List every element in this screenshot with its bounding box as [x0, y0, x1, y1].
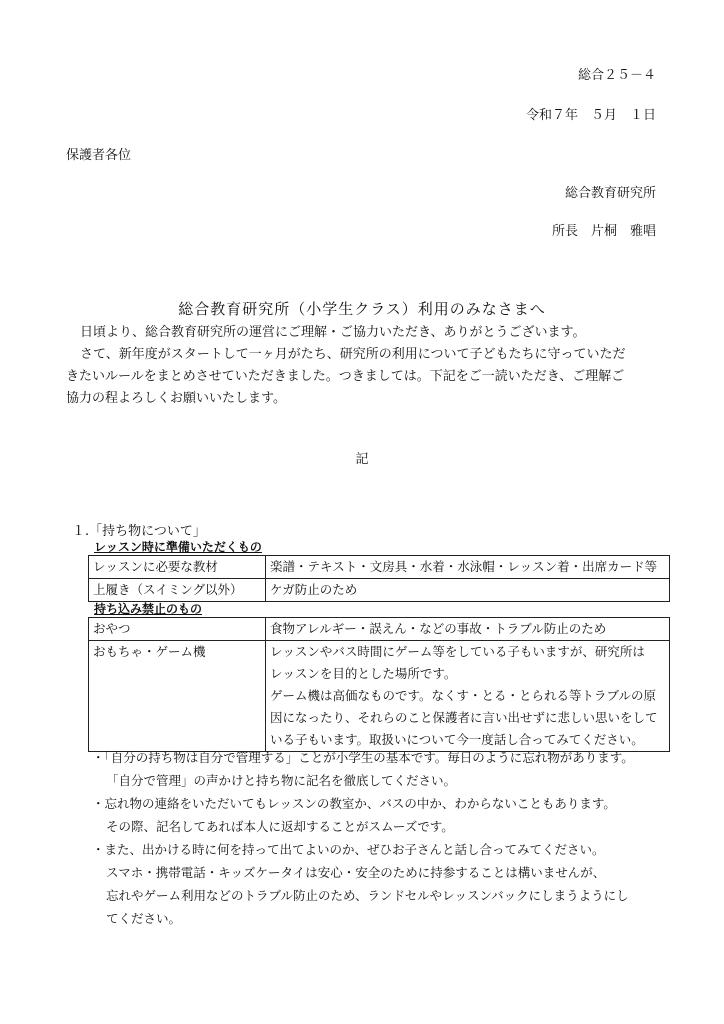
cell-line: レッスンやバス時間にゲーム等をしている子もいますが、研究所は — [270, 644, 645, 659]
table-cell: 食物アレルギー・誤えん・などの事故・トラブル防止のため — [266, 618, 670, 641]
recipient: 保護者各位 — [66, 148, 132, 163]
note-line: ・また、出かける時に何を持って出てよいのか、ぜひお子さんと話し合ってみてください。 — [92, 842, 605, 857]
doc-date: 令和７年 ５月 １日 — [525, 108, 656, 123]
table-cell: おもちゃ・ゲーム機 — [89, 641, 266, 752]
table-row — [89, 579, 670, 602]
notes-list — [92, 746, 692, 930]
prohibited-label: 持ち込み禁止のもの — [94, 602, 203, 616]
table-row — [89, 618, 670, 641]
note-line: てください。 — [106, 911, 182, 926]
note-line: その際、記名してあれば本人に返却することがスムーズです。 — [106, 819, 454, 834]
intro-line: 協力の程よろしくお願いいたします。 — [66, 391, 286, 406]
intro-line: 日頃より、総合教育研究所の運営にご理解・ご協力いただき、ありがとうございます。 — [80, 325, 586, 340]
note-line: スマホ・携帯電話・キッズケータイは安心・安全のために持参することは構いませんが、 — [106, 865, 606, 880]
note-line: ・忘れ物の連絡をいただいてもレッスンの教室か、バスの中か、わからないこともあります。 — [92, 796, 616, 811]
note-line: 忘れやゲーム利用などのトラブル防止のため、ランドセルやレッスンバックにしまうようにし — [106, 888, 629, 903]
ki-heading: 記 — [355, 452, 369, 467]
prepare-label: レッスン時に準備いただくもの — [94, 540, 262, 554]
table-row — [89, 641, 670, 752]
note-line: ・「自分の持ち物は自分で管理する」ことが小学生の基本です。毎日のように忘れ物があります。 — [92, 750, 634, 765]
table-cell: 楽譜・テキスト・文房具・水着・水泳帽・レッスン着・出席カード等 — [266, 556, 670, 579]
table-cell: 上履き（スイミング以外） — [89, 579, 266, 602]
cell-line: ゲーム機は高価なものです。なくす・とる・とられる等トラブルの原 — [270, 688, 657, 703]
organization: 総合教育研究所 — [564, 186, 656, 201]
intro-paragraph — [66, 322, 666, 410]
cell-line: レッスンを目的とした場所です。 — [270, 666, 457, 681]
table-cell: ケガ防止のため — [266, 579, 670, 602]
cell-line: 因になったり、それらのこと保護者に言い出せずに悲しい思いをして — [270, 710, 658, 725]
intro-line: きたいルールをまとめさせていただきました。つきましては。下記をご一読いただき、ご理解ご — [66, 369, 625, 384]
prepare-table — [88, 555, 670, 602]
table-cell: おやつ — [89, 618, 266, 641]
note-line: 「自分で管理」の声かけと持ち物に記名を徹底してください。 — [106, 773, 457, 788]
table-row — [89, 556, 670, 579]
table-cell: レッスンに必要な教材 — [89, 556, 266, 579]
section-heading: １.「持ち物について」 — [72, 524, 206, 539]
page-title: 総合教育研究所（小学生クラス）利用のみなさまへ — [178, 300, 546, 318]
cell-line: いる子もいます。取扱いについて今一度話し合ってみてください。 — [270, 732, 644, 747]
prohibited-table — [88, 617, 670, 752]
director: 所長 片桐 雅唱 — [551, 224, 656, 239]
intro-line: さて、新年度がスタートして一ヶ月がたち、研究所の利用について子どもたちに守っていただ — [80, 347, 626, 362]
table-cell-multiline — [266, 641, 670, 752]
doc-number: 総合２５－４ — [577, 68, 656, 83]
